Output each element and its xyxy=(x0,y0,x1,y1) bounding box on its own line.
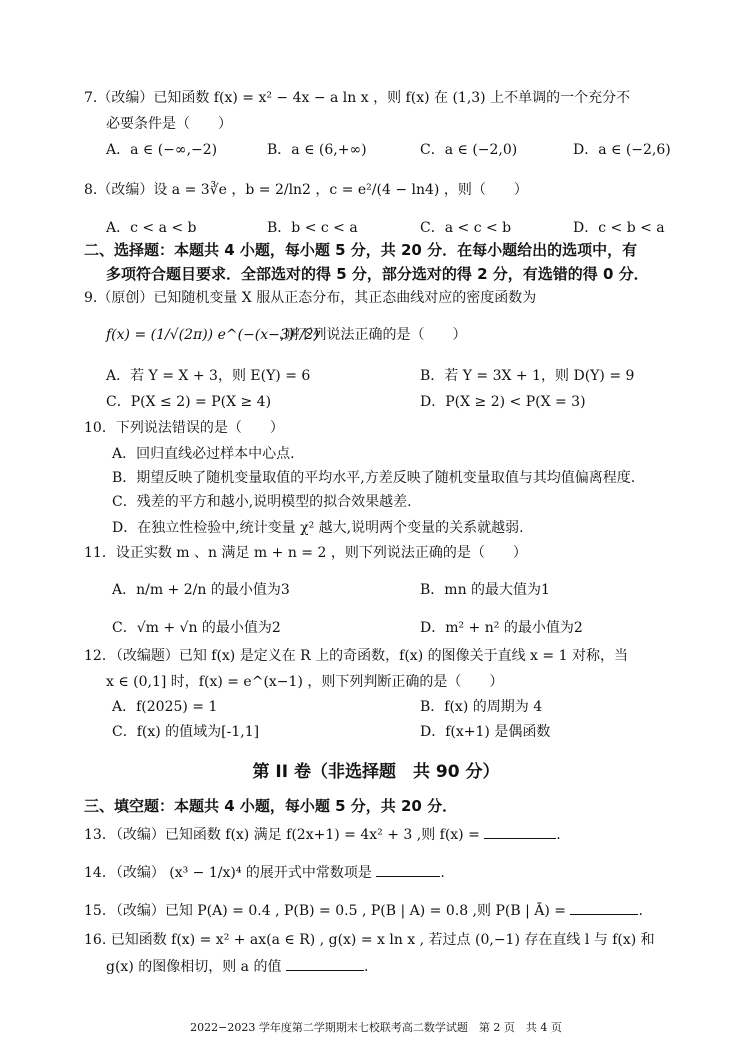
section3-heading: 三、填空题：本题共 4 小题，每小题 5 分，共 20 分． xyxy=(84,797,458,815)
q9-option-d: D．P(X ≥ 2) < P(X = 3) xyxy=(420,394,586,410)
section2-heading-cont: 多项符合题目要求．全部选对的得 5 分，部分选对的得 2 分，有选错的得 0 分． xyxy=(106,265,649,283)
q14-answer-blank xyxy=(376,862,440,877)
q10-option-b: B．期望反映了随机变量取值的平均水平,方差反映了随机变量取值与其均值偏离程度. xyxy=(112,470,636,486)
q11-option-b: B．mn 的最大值为1 xyxy=(420,582,550,598)
q11-option-d: D．m² + n² 的最小值为2 xyxy=(420,620,583,636)
q9-stem-tail: ,则下列说法正确的是（ ） xyxy=(280,327,467,343)
q8-option-b: B．b < c < a xyxy=(267,220,358,236)
q10-option-c: C．残差的平方和越小,说明模型的拟合效果越差. xyxy=(112,494,412,510)
q15-stem: 15．（改编）已知 P(A) = 0.4 , P(B) = 0.5 , P(B | A) = 0.8 ,则 P(B | Ā) = . xyxy=(84,900,643,921)
q7-option-c: C．a ∈ (−2,0) xyxy=(420,142,518,158)
q8-option-a: A．c < a < b xyxy=(106,220,197,236)
q9-density-formula: f(x) = (1/√(2π)) e^(−(x−3)²/2) xyxy=(106,327,319,343)
q11-stem: 11．设正实数 m 、n 满足 m + n = 2 ，则下列说法正确的是（ ） xyxy=(84,545,527,561)
q7-option-a: A．a ∈ (−∞,−2) xyxy=(106,142,218,158)
q16-answer-blank xyxy=(286,956,364,971)
q11-option-a: A．n/m + 2/n 的最小值为3 xyxy=(112,582,290,598)
q9-option-b: B．若 Y = 3X + 1，则 D(Y) = 9 xyxy=(420,368,635,384)
q7-option-d: D．a ∈ (−2,6) xyxy=(573,142,671,158)
q12-option-a: A．f(2025) = 1 xyxy=(112,699,218,715)
q14-text: 14．（改编） (x³ − 1/x)⁴ 的展开式中常数项是 xyxy=(84,865,372,881)
q7-stem-cont: 必要条件是（ ） xyxy=(106,116,232,132)
q13-answer-blank xyxy=(484,824,556,839)
q10-option-a: A．回归直线必过样本中心点. xyxy=(112,446,295,462)
q10-stem: 10．下列说法错误的是（ ） xyxy=(84,420,284,436)
q8-stem: 8.（改编）设 a = 3∛e ，b = 2/ln2 ，c = e²/(4 − ln4) ，则（ ） xyxy=(84,182,528,198)
q13-text: 13．（改编）已知函数 f(x) 满足 f(2x+1) = 4x² + 3 ,则 f(x) = xyxy=(84,827,480,843)
q16-text: g(x) 的图像相切，则 a 的值 xyxy=(106,959,282,975)
q9-option-a: A．若 Y = X + 3，则 E(Y) = 6 xyxy=(106,368,311,384)
page-footer: 2022−2023 学年度第二学期期末七校联考高二数学试题 第 2 页 共 4 页 xyxy=(190,1021,562,1034)
section2-heading: 二、选择题：本题共 4 小题，每小题 5 分，共 20 分．在每小题给出的选项中，有 xyxy=(84,241,638,259)
q9-option-c: C．P(X ≤ 2) = P(X ≥ 4) xyxy=(106,394,272,410)
part2-title: 第 II 卷（非选择题 共 90 分） xyxy=(252,762,500,782)
q12-option-b: B．f(x) 的周期为 4 xyxy=(420,699,543,715)
q16-stem-cont: g(x) 的图像相切，则 a 的值 . xyxy=(106,956,368,977)
q12-stem: 12．（改编题）已知 f(x) 是定义在 R 上的奇函数，f(x) 的图像关于直线 x = 1 对称，当 xyxy=(84,648,628,664)
q13-stem: 13．（改编）已知函数 f(x) 满足 f(2x+1) = 4x² + 3 ,则 f(x) = . xyxy=(84,824,561,845)
q10-option-d: D．在独立性检验中,统计变量 χ² 越大,说明两个变量的关系就越弱. xyxy=(112,520,524,536)
q12-stem-cont: x ∈ (0,1] 时，f(x) = e^(x−1) ，则下列判断正确的是（ ） xyxy=(106,674,504,690)
q12-option-d: D．f(x+1) 是偶函数 xyxy=(420,724,551,740)
q15-answer-blank xyxy=(570,900,638,915)
q12-option-c: C．f(x) 的值域为[-1,1] xyxy=(112,724,260,740)
q11-option-c: C．√m + √n 的最小值为2 xyxy=(112,620,281,636)
q7-option-b: B．a ∈ (6,+∞) xyxy=(267,142,367,158)
q8-option-c: C．a < c < b xyxy=(420,220,512,236)
q16-stem: 16. 已知函数 f(x) = x² + ax(a ∈ R) , g(x) = x ln x , 若过点 (0,−1) 存在直线 l 与 f(x) 和 xyxy=(84,932,655,948)
q8-option-d: D．c < b < a xyxy=(573,220,665,236)
q14-stem: 14．（改编） (x³ − 1/x)⁴ 的展开式中常数项是 . xyxy=(84,862,445,883)
q9-stem: 9.（原创）已知随机变量 X 服从正态分布，其正态曲线对应的密度函数为 xyxy=(84,290,537,306)
q7-stem: 7.（改编）已知函数 f(x) = x² − 4x − a ln x ，则 f(x) 在 (1,3) 上不单调的一个充分不 xyxy=(84,90,631,106)
q15-text: 15．（改编）已知 P(A) = 0.4 , P(B) = 0.5 , P(B | A) = 0.8 ,则 P(B | Ā) = xyxy=(84,903,566,919)
